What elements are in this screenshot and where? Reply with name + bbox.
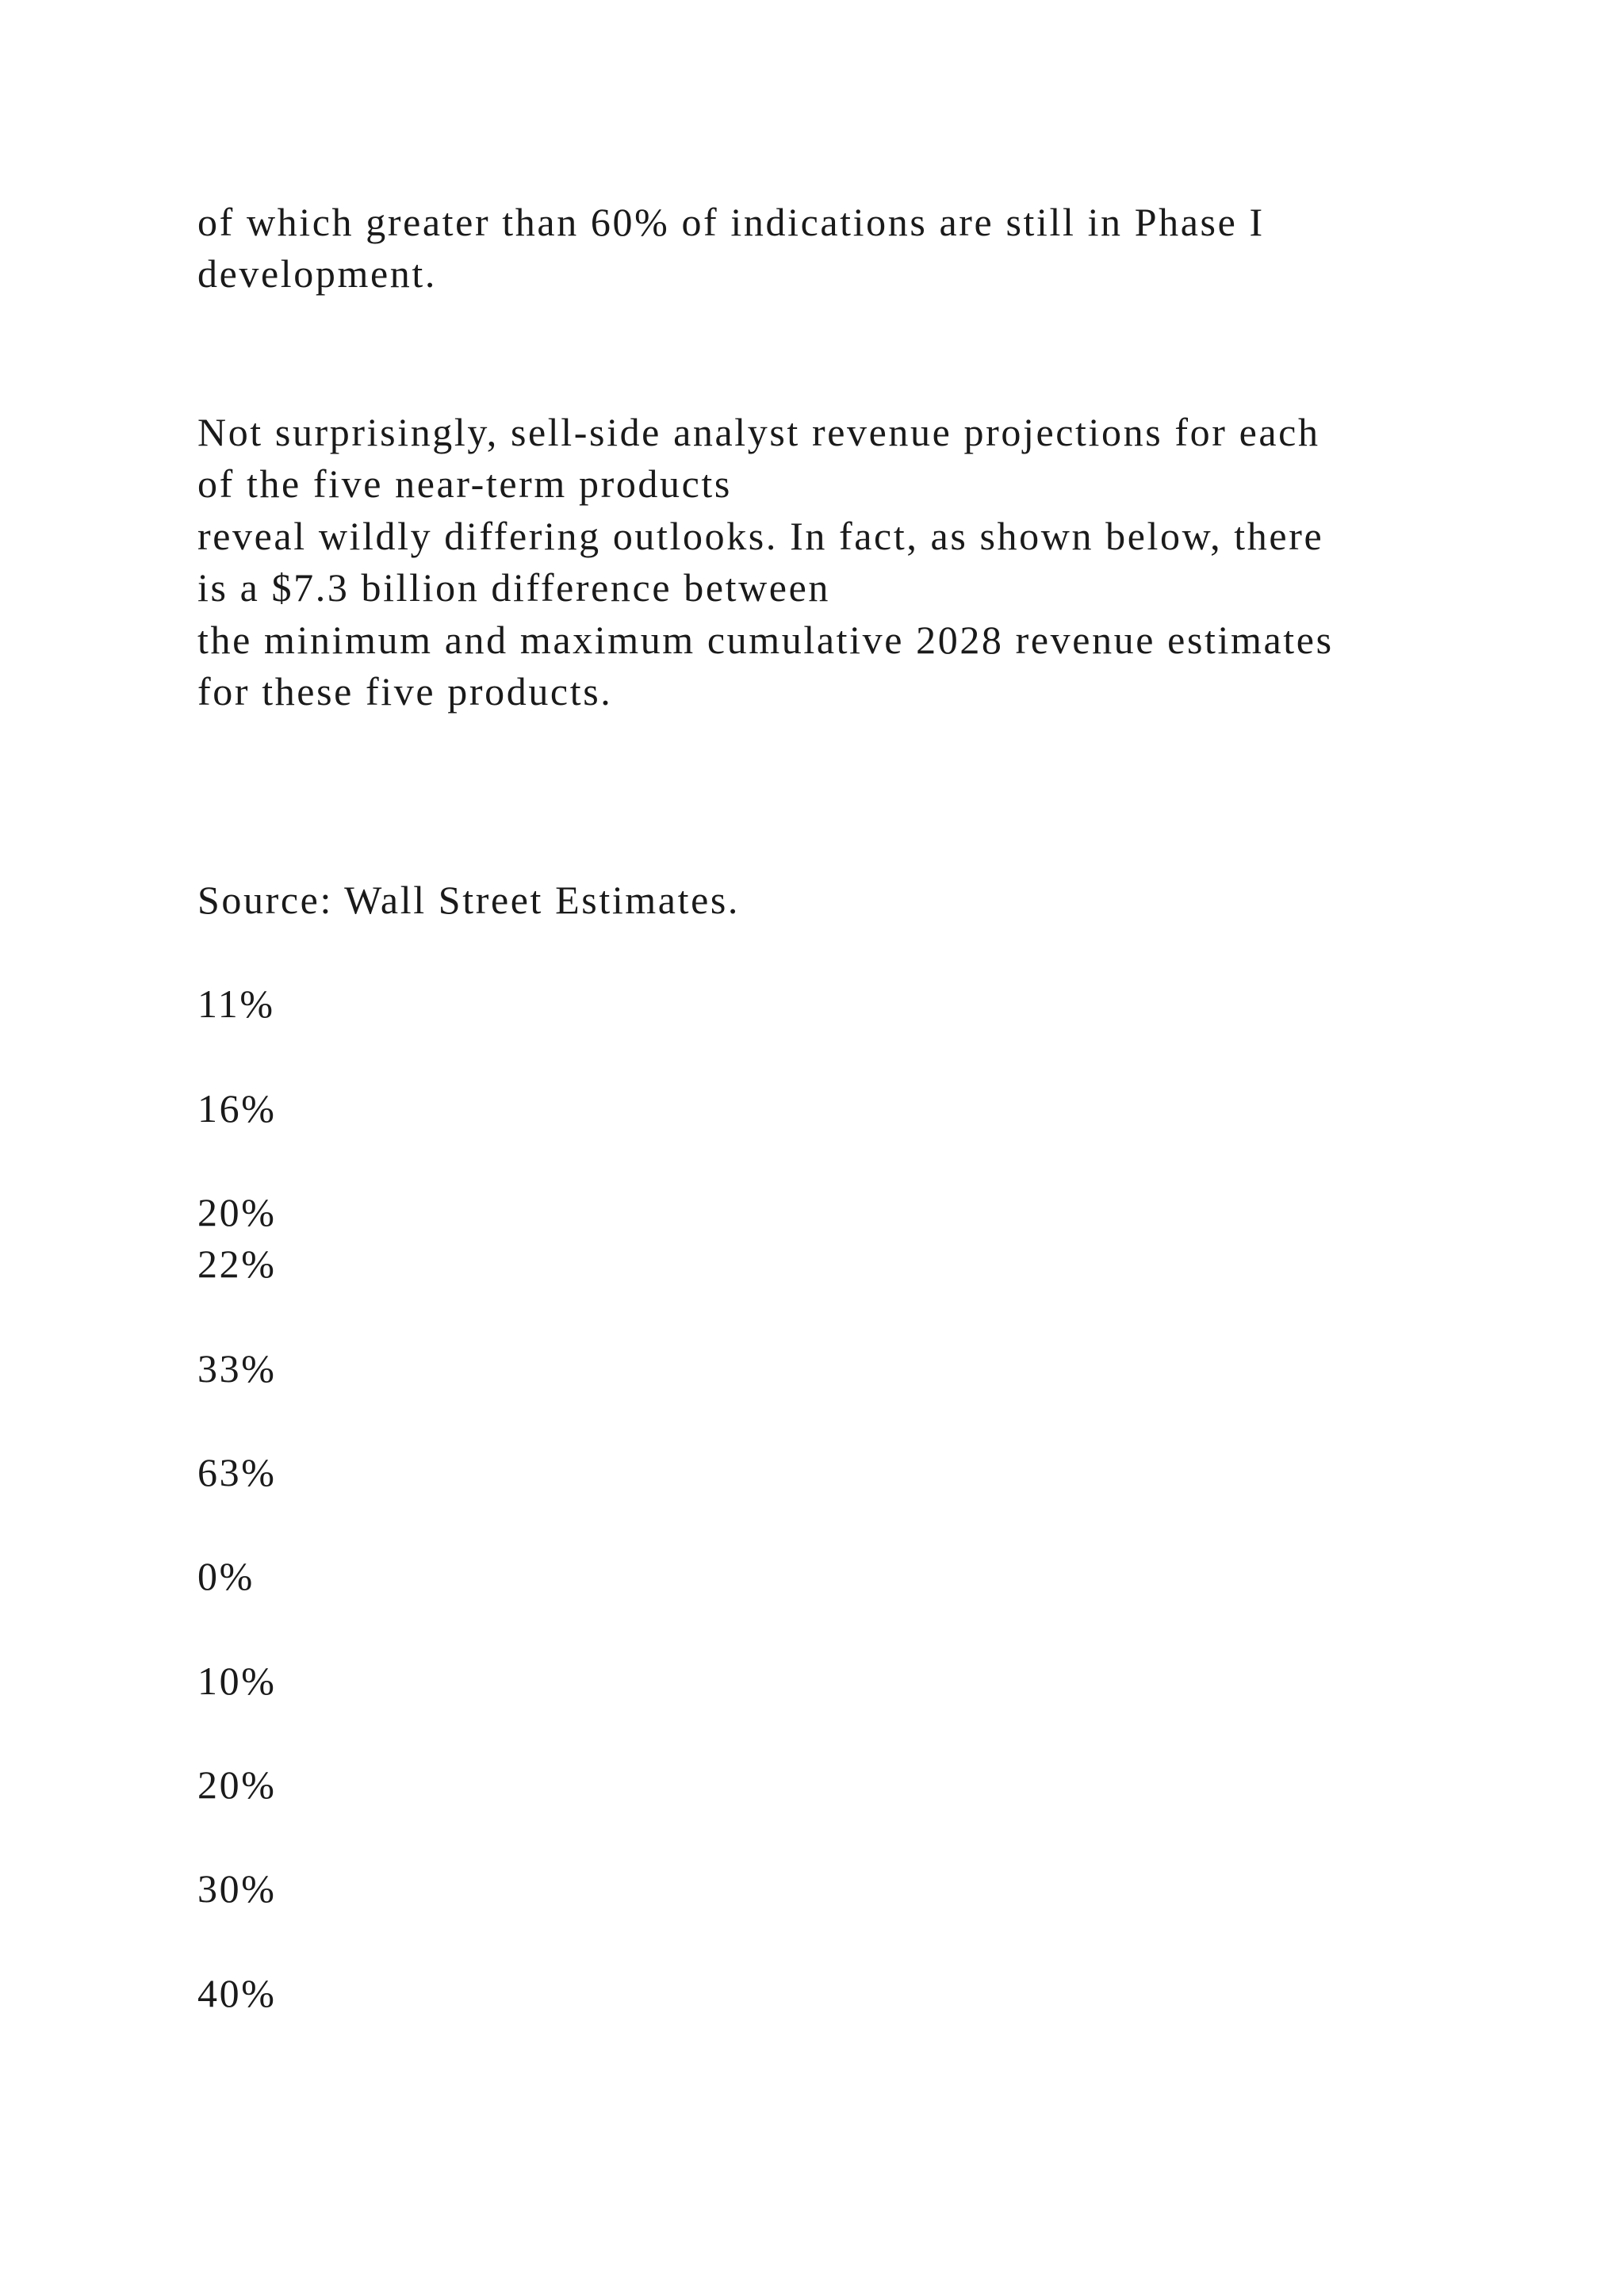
value-label: 22%: [197, 1242, 277, 1286]
axis-tick-label: 0%: [197, 1554, 255, 1598]
paragraph-2-line-3: reveal wildly differing outlooks. In fact, as shown below, there: [197, 514, 1324, 558]
axis-tick-label: 20%: [197, 1762, 277, 1807]
value-label: 33%: [197, 1346, 277, 1391]
value-label: 20%: [197, 1190, 277, 1234]
value-label: 11%: [197, 982, 275, 1026]
paragraph-2-line-2: of the five near-term products: [197, 461, 732, 506]
value-label: 16%: [197, 1086, 277, 1131]
paragraph-2-line-5: the minimum and maximum cumulative 2028 revenue estimates: [197, 618, 1334, 662]
paragraph-2-line-6: for these five products.: [197, 669, 613, 714]
axis-tick-label: 30%: [197, 1866, 277, 1911]
paragraph-2-line-1: Not surprisingly, sell-side analyst revenue projections for each: [197, 410, 1320, 454]
axis-tick-label: 40%: [197, 1971, 277, 2015]
paragraph-1-line-1: of which greater than 60% of indications are still in Phase I: [197, 200, 1265, 244]
value-label: 63%: [197, 1450, 277, 1494]
paragraph-1-line-2: development.: [197, 251, 437, 296]
source-note: Source: Wall Street Estimates.: [197, 878, 741, 922]
axis-tick-label: 10%: [197, 1659, 277, 1703]
paragraph-2-line-4: is a $7.3 billion difference between: [197, 565, 830, 610]
